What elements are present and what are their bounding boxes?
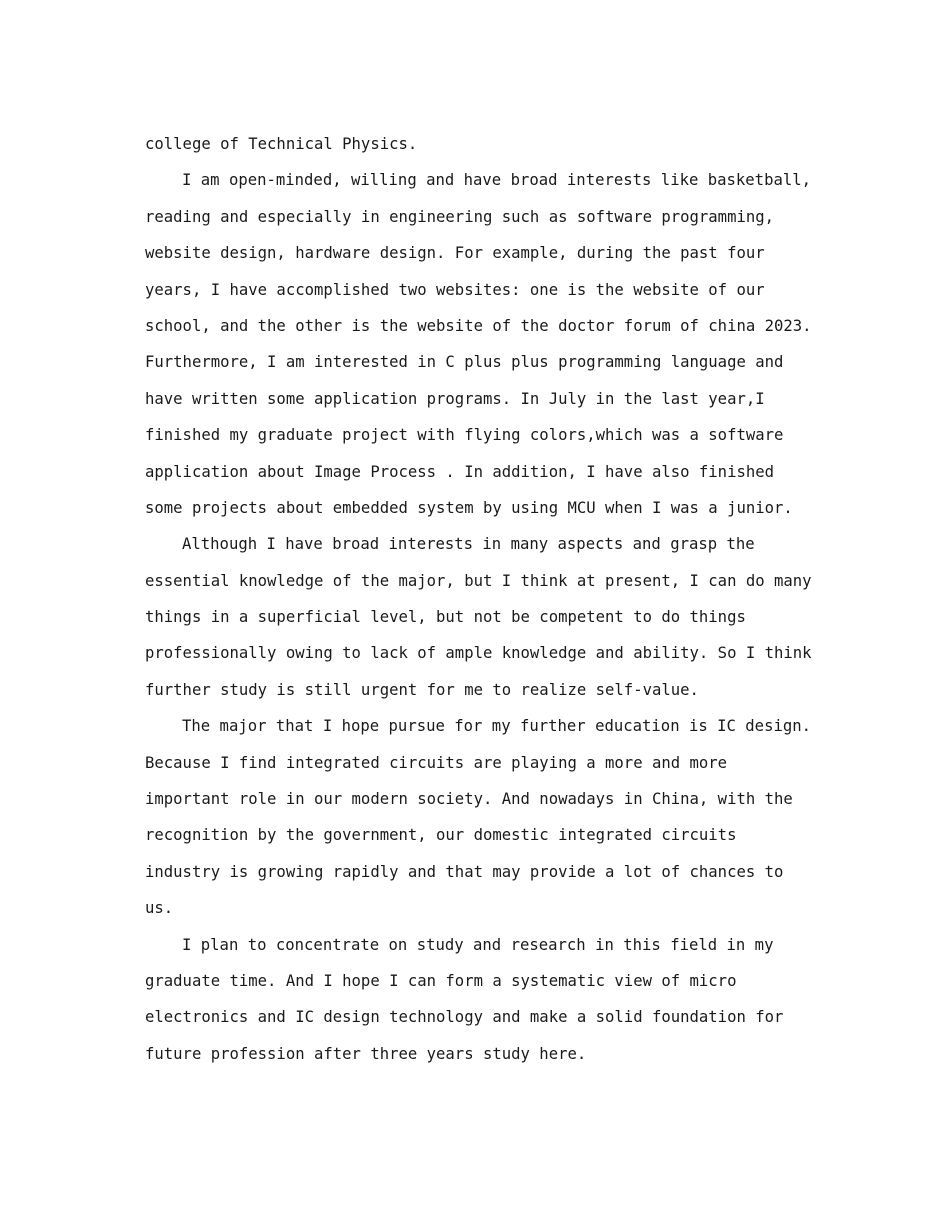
paragraph-first-line: The major that I hope pursue for my further education is IC design. xyxy=(182,717,812,736)
paragraph-first-line: I am open-minded, willing and have broad interests like basketball, xyxy=(182,171,812,190)
text-line: graduate time. And I hope I can form a systematic view of micro xyxy=(145,971,737,990)
text-line: things in a superficial level, but not be competent to do things xyxy=(145,608,746,627)
text-line: industry is growing rapidly and that may provide a lot of chances to xyxy=(145,862,784,881)
text-line: website design, hardware design. For example, during the past four xyxy=(145,244,765,263)
text-line: school, and the other is the website of the doctor forum of china 2023. xyxy=(145,316,812,335)
text-line: recognition by the government, our domestic integrated circuits xyxy=(145,826,737,845)
text-line: future profession after three years study here. xyxy=(145,1044,587,1063)
text-line: essential knowledge of the major, but I think at present, I can do many xyxy=(145,571,812,590)
text-line: finished my graduate project with flying colors,which was a software xyxy=(145,426,784,445)
text-line: college of Technical Physics. xyxy=(145,135,418,153)
text-line: some projects about embedded system by using MCU when I was a junior. xyxy=(145,498,793,517)
text-line: have written some application programs. In July in the last year,I xyxy=(145,389,765,408)
paragraph-first-line: Although I have broad interests in many aspects and grasp the xyxy=(182,535,755,554)
text-line: us. xyxy=(145,899,174,918)
text-line: further study is still urgent for me to realize self-value. xyxy=(145,680,699,699)
paragraph-first-line: I plan to concentrate on study and research in this field in my xyxy=(182,935,774,954)
text-line: years, I have accomplished two websites: one is the website of our xyxy=(145,280,765,299)
text-line: important role in our modern society. And nowadays in China, with the xyxy=(145,790,793,809)
text-line: Furthermore, I am interested in C plus plus programming language and xyxy=(145,353,784,372)
text-line: Because I find integrated circuits are playing a more and more xyxy=(145,753,728,772)
text-line: electronics and IC design technology and make a solid foundation for xyxy=(145,1008,784,1027)
text-line: application about Image Process . In addition, I have also finished xyxy=(145,462,775,481)
document-body xyxy=(145,126,815,1072)
text-line: professionally owing to lack of ample knowledge and ability. So I think xyxy=(145,644,812,663)
text-line: reading and especially in engineering such as software programming, xyxy=(145,207,775,226)
